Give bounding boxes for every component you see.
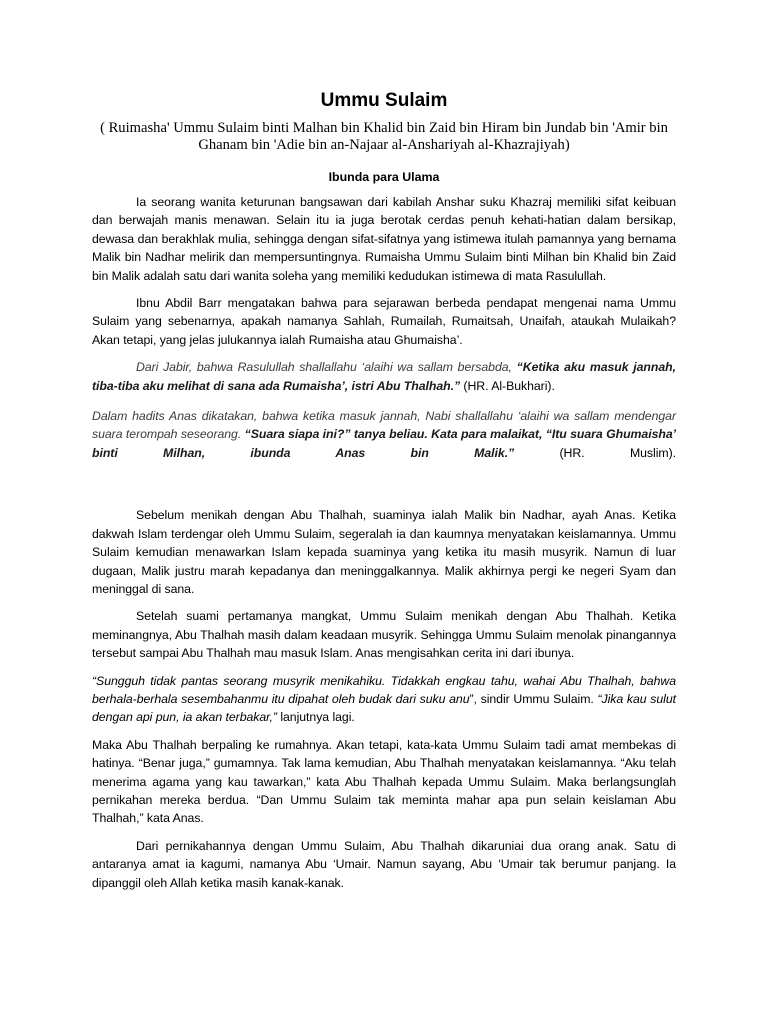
document-content [92, 86, 676, 892]
hadith-jabir-quote: “Ketika aku masuk jannah, tiba-tiba aku melihat di sana ada Rumaisha’, istri Abu Thalhah.” [92, 360, 676, 393]
hadith-anas-intro: Dalam hadits Anas dikatakan, bahwa ketika masuk jannah, Nabi shallallahu ‘alaihi wa sallam mendengar suara terompah seseorang. [92, 409, 676, 442]
quote-ending: lanjutnya lagi. [276, 710, 355, 725]
paragraph-children: Dari pernikahannya dengan Ummu Sulaim, Abu Thalhah dikaruniai dua orang anak. Satu di antaranya amat ia kagumi, namanya Abu ‘Umair. Namun sayang, Abu ‘Umair tak berumur panjang. Ia dipanggil oleh Allah ketika masih kanak-kanak. [92, 838, 676, 890]
hadith-anas-source: (HR. Muslim). [514, 445, 676, 460]
paragraph-names: Ibnu Abdil Barr mengatakan bahwa para sejarawan berbeda pendapat mengenai nama Ummu Sulaim yang sebenarnya, apakah namanya Sahlah, Rumailah, Rumaitsah, Unaifah, ataukah Mulaikah? Akan tetapi, yang jelas julukannya ialah Rumaisha atau Ghumaisha’. [92, 296, 676, 347]
quote-attribution: ”, sindir Ummu Sulaim. [469, 691, 598, 706]
paragraph-intro: Ia seorang wanita keturunan bangsawan dari kabilah Anshar suku Khazraj memiliki sifat keibuan dan berwajah manis menawan. Selain itu ia juga berotak cerdas penuh kehati-hatian dalam bersikap, dewasa dan berakhlak mulia, sehingga dengan sifat-sifatnya yang istimewa itulah pamannya yang bernama Malik bin Nadhar melirik dan mempersuntingnya. Rumaisha Ummu Sulaim binti Milhan bin Khalid bin Zaid bin Malik adalah satu dari wanita soleha yang memiliki kedudukan istimewa di mata Rasulullah. [92, 195, 676, 283]
quote-refusal: “Sungguh tidak pantas seorang musyrik menikahiku. Tidakkah engkau tahu, wahai Abu Thalhah, bahwa berhala-berhala sesembahanmu itu dipahat oleh budak dari suku anu [92, 673, 676, 706]
page-title: Ummu Sulaim [320, 90, 448, 111]
paragraph-first-husband: Sebelum menikah dengan Abu Thalhah, suaminya ialah Malik bin Nadhar, ayah Anas. Ketika dakwah Islam terdengar oleh Ummu Sulaim, segeralah ia dan kaumnya menyatakan keislamannya. Ummu Sulaim kemudian menawarkan Islam kepada suaminya yang ketika itu masih musyrik. Namun di luar dugaan, Malik justru marah kepadanya dan meninggalkannya. Malik akhirnya pergi ke negeri Syam dan meninggal di sana. [92, 508, 676, 596]
paragraph-second-marriage: Setelah suami pertamanya mangkat, Ummu Sulaim menikah dengan Abu Thalhah. Ketika meminangnya, Abu Thalhah masih dalam keadaan musyrik. Sehingga Ummu Sulaim menolak pinangannya tersebut sampai Abu Thalhah mau masuk Islam. Anas mengisahkan cerita ini dari ibunya. [92, 609, 676, 661]
hadith-anas [92, 407, 676, 462]
quote-fire: “Jika kau sulut dengan api pun, ia akan terbakar,” [92, 691, 677, 725]
lineage-text: ( Ruimasha' Ummu Sulaim binti Malhan bin Khalid bin Zaid bin Hiram bin Jundab bin 'Amir bin Ghanam bin 'Adie bin an-Najaar al-Anshariyah al-Khazrajiyah) [100, 120, 668, 153]
section-subtitle: Ibunda para Ulama [328, 170, 440, 184]
hadith-anas-quote: “Suara siapa ini?” tanya beliau. Kata para malaikat, “Itu suara Ghumaisha’ binti Milhan, ibunda Anas bin Malik.” [92, 427, 676, 460]
hadith-jabir-source: (HR. Al-Bukhari). [460, 378, 555, 393]
paragraph-conversion: Maka Abu Thalhah berpaling ke rumahnya. Akan tetapi, kata-kata Ummu Sulaim tadi amat membekas di hatinya. “Benar juga,” gumamnya. Tak lama kemudian, Abu Thalhah menyatakan keislamannya. “Aku telah menerima agama yang kau tawarkan,” kata Abu Thalhah kepada Ummu Sulaim. Maka berlangsunglah pernikahan mereka berdua. “Dan Ummu Sulaim tak meminta mahar apa pun selain keislaman Abu Thalhah,” kata Anas. [92, 737, 676, 826]
hadith-jabir [92, 358, 676, 395]
hadith-jabir-intro: Dari Jabir, bahwa Rasulullah shallallahu ‘alaihi wa sallam bersabda, [136, 360, 517, 375]
paragraph-quote [92, 672, 676, 727]
